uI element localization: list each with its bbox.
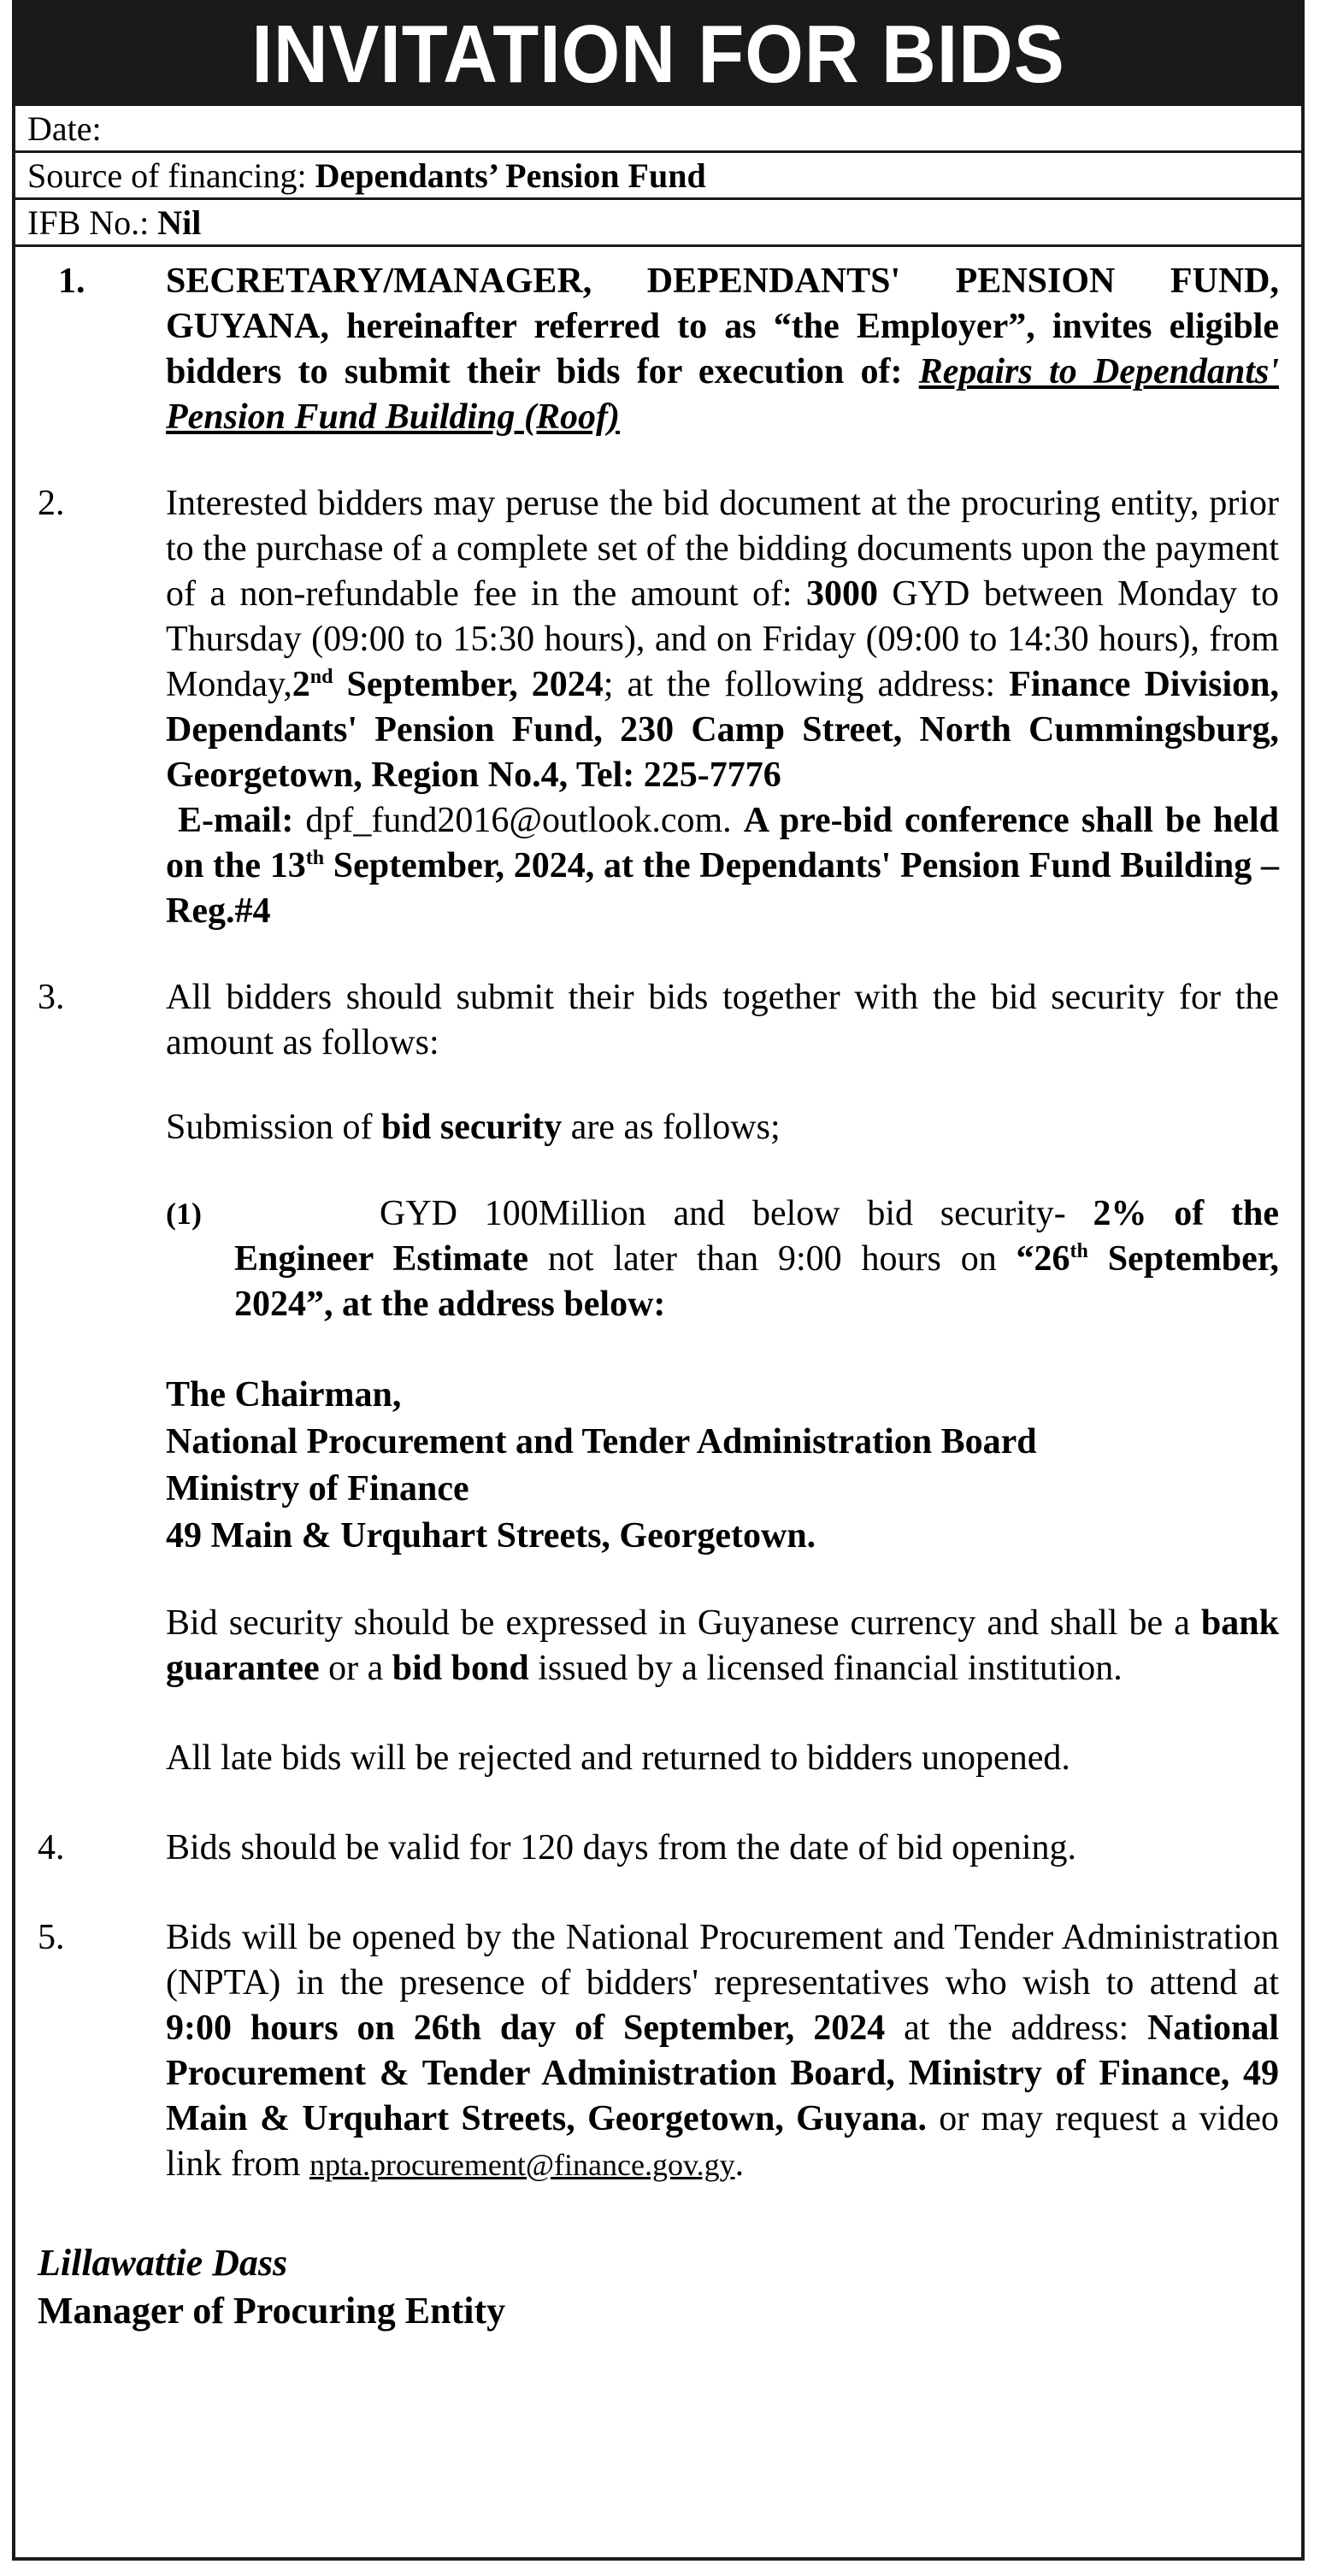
deadline-suffix: th <box>1070 1240 1088 1262</box>
date-label: Date: <box>27 109 102 148</box>
terms-text-b: or a <box>319 1649 392 1688</box>
signatory-title: Manager of Procuring Entity <box>38 2290 506 2332</box>
pre-bid-text: A pre-bid conference shall be held on the 13 <box>166 801 1279 885</box>
financing-label: Source of financing: <box>27 156 307 195</box>
item-2-text-c: ; at the following address: <box>603 665 1010 704</box>
engineer-estimate: 2% of the Engineer Estimate <box>234 1194 1279 1279</box>
pre-bid-suffix: th <box>305 847 325 869</box>
opening-time: 9:00 hours on 26th day of September, 2024 <box>166 2008 886 2048</box>
ifb-row <box>15 200 1301 247</box>
sub-item-number: (1) <box>166 1197 202 1231</box>
item-text <box>166 1915 1279 2188</box>
start-date <box>292 665 604 704</box>
sub-item-1 <box>38 1191 1279 1327</box>
terms-text-c: issued by a licensed financial institution. <box>528 1649 1123 1688</box>
project-title: Repairs to Dependants' Pension Fund Building (Roof) <box>166 352 1279 437</box>
signatory-name: Lillawattie Dass <box>38 2242 288 2284</box>
start-month: September, 2024 <box>333 665 604 704</box>
fee-amount: 3000 <box>805 574 878 614</box>
item-4 <box>38 1826 1279 1871</box>
opening-address: National Procurement & Tender Administration Board, Ministry of Finance, 49 Main & Urquhart Streets, Georgetown, Guyana. <box>166 2008 1280 2138</box>
late-bids-note: All late bids will be rejected and returned to bidders unopened. <box>166 1738 1070 1778</box>
bid-security-term: bid security <box>381 1108 563 1147</box>
date-row <box>15 106 1301 153</box>
title-banner <box>15 3 1301 106</box>
item-1 <box>38 259 1279 440</box>
email-label: E-mail: <box>178 801 294 840</box>
sub-item-text-c: not later than 9:00 hours on <box>528 1239 1017 1279</box>
office-address: Finance Division, Dependants' Pension Fund, 230 Camp Street, North Cummingsburg, Georgetown, Region No.4, Tel: 225-7776 <box>166 665 1279 795</box>
item-number: 2. <box>38 484 65 523</box>
deadline-text: September, 2024”, at the address below: <box>234 1239 1279 1324</box>
address-line: The Chairman, <box>166 1375 402 1414</box>
item-5-text: Bids will be opened by the National Procurement and Tender Administration (NPTA) in the presence of bidders' representatives who wish to attend at <box>166 1918 1279 2003</box>
item-number: 1. <box>58 262 85 301</box>
item-2-text-b: GYD between Monday to Thursday (09:00 to 15:30 hours), and on Friday (09:00 to 14:30 hours), from Monday, <box>166 574 1279 704</box>
bid-security-intro <box>38 1105 1279 1150</box>
item-1-text: SECRETARY/MANAGER, DEPENDANTS' PENSION FUND, GUYANA, hereinafter referred to as “the Employer”, invites eligible bidders to submit their bids for execution of: <box>166 262 1279 391</box>
address-line: National Procurement and Tender Administration Board <box>166 1422 1037 1461</box>
signature-block <box>38 2239 1279 2335</box>
start-day-suffix: nd <box>309 666 333 688</box>
sub-item-text-a: GYD 100Million and below bid security- <box>380 1194 1093 1233</box>
submission-address <box>38 1372 1279 1560</box>
item-5 <box>38 1915 1279 2188</box>
notice-body <box>15 259 1301 2335</box>
page-title: INVITATION FOR BIDS <box>251 9 1065 100</box>
item-text <box>166 259 1279 440</box>
terms-text: Bid security should be expressed in Guyanese currency and shall be a <box>166 1603 1201 1643</box>
address-line: 49 Main & Urquhart Streets, Georgetown. <box>166 1516 816 1556</box>
bid-notice <box>12 0 1305 2561</box>
financing-row <box>15 153 1301 200</box>
bid-bond: bid bond <box>392 1649 529 1688</box>
start-day: 2 <box>292 665 310 704</box>
bank-guarantee: bank guarantee <box>166 1603 1279 1688</box>
item-text <box>166 481 1279 934</box>
sub-item-text <box>234 1191 1279 1327</box>
item-text: All bidders should submit their bids together with the bid security for the amount as follows: <box>166 978 1279 1062</box>
bid-security-terms <box>38 1601 1279 1691</box>
item-3 <box>38 975 1279 1066</box>
item-5-text-c: at the address: <box>885 2008 1147 2048</box>
item-2 <box>38 481 1279 934</box>
item-number: 5. <box>38 1918 65 1957</box>
email-address: dpf_fund2016@outlook.com. <box>293 801 744 840</box>
item-2-text: Interested bidders may peruse the bid document at the procuring entity, prior to the purchase of a complete set of the bidding documents upon the payment of a non-refundable fee in the amount of: <box>166 484 1279 614</box>
item-5-text-f: . <box>734 2144 745 2184</box>
ifb-value: Nil <box>157 203 202 242</box>
pre-bid-text-b: September, 2024, at the Dependants' Pension Fund Building – Reg.#4 <box>166 846 1279 931</box>
financing-value: Dependants’ Pension Fund <box>315 156 706 195</box>
deadline-day: “26 <box>1016 1239 1070 1279</box>
item-text: Bids should be valid for 120 days from the date of bid opening. <box>166 1828 1076 1867</box>
address-line: Ministry of Finance <box>166 1469 469 1509</box>
bid-security-text: Submission of <box>166 1108 382 1147</box>
bid-security-text-b: are as follows; <box>562 1108 781 1147</box>
item-number: 4. <box>38 1828 65 1867</box>
npta-email-link[interactable]: npta.procurement@finance.gov.gy <box>309 2148 735 2182</box>
item-number: 3. <box>38 978 65 1017</box>
ifb-label: IFB No.: <box>27 203 150 242</box>
item-5-text-e: or may request a video link from <box>166 2099 1279 2184</box>
